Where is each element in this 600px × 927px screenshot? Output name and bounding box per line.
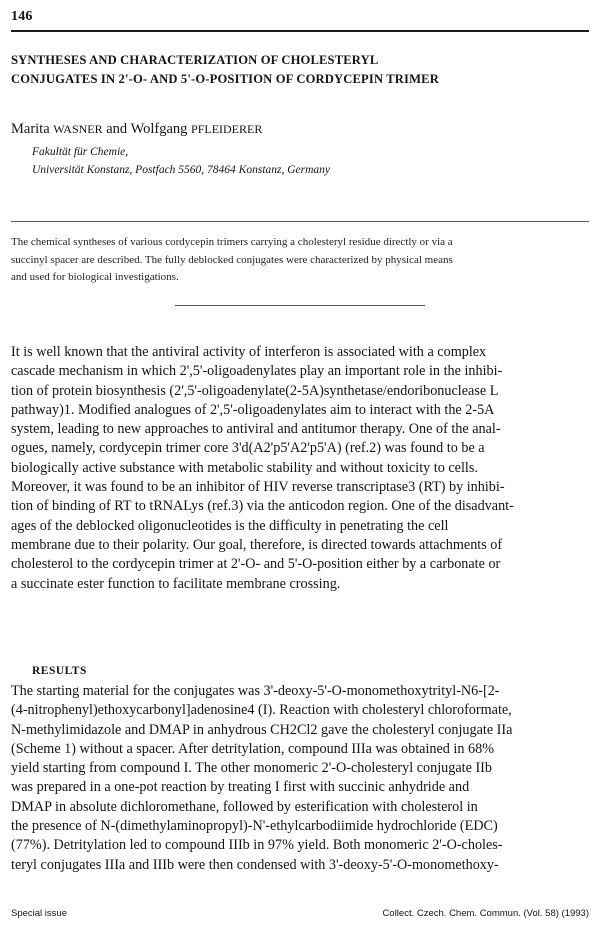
intro-paragraph [11, 343, 589, 594]
body-line: (4-nitrophenyl)ethoxycarbonyl]adenosine4 (I). Reaction with cholesteryl chloroformate, [11, 702, 512, 719]
author-joiner: and [102, 121, 131, 137]
body-line: tion of protein biosynthesis (2',5'-oligoadenylate(2-5A)synthetase/endoribonuclease L [11, 382, 499, 399]
affiliation-line: Universität Konstanz, Postfach 5560, 78464 Konstanz, Germany [32, 163, 331, 176]
abstract-line: and used for biological investigations. [11, 271, 179, 283]
affiliation-line: Fakultät für Chemie, [32, 146, 129, 158]
body-line: biologically active substance with metabolic stability and without toxicity to cells. [11, 459, 478, 476]
body-line: cholesterol to the cordycepin trimer at 2'-O- and 5'-O-position either by a carbonate or [11, 556, 501, 573]
page-number: 146 [11, 9, 33, 24]
body-line: yield starting from compound I. The other monomeric 2'-O-cholesteryl conjugate IIb [11, 760, 492, 777]
header-rule [11, 30, 589, 32]
author-family-name: WASNER [53, 122, 103, 136]
body-line: pathway)1. Modified analogues of 2',5'-oligoadenylates aim to interact with the 2-5A [11, 401, 495, 418]
body-line: N-methylimidazole and DMAP in anhydrous CH2Cl2 gave the cholesteryl conjugate IIa [11, 721, 513, 738]
body-line: ages of the deblocked oligonucleotides is the difficulty in penetrating the cell [11, 517, 449, 534]
footer-right: Collect. Czech. Chem. Commun. (Vol. 58) (1993) [382, 908, 589, 919]
body-line: teryl conjugates IIIa and IIIb were then condensed with 3'-deoxy-5'-O-monomethoxy- [11, 856, 499, 873]
author-family-name: PFLEIDERER [191, 122, 263, 136]
title-line: SYNTHESES AND CHARACTERIZATION OF CHOLESTERYL [11, 53, 379, 67]
title-line: CONJUGATES IN 2'-O- AND 5'-O-POSITION OF CORDYCEPIN TRIMER [11, 72, 439, 86]
body-line: Moreover, it was found to be an inhibitor of HIV reverse transcriptase3 (RT) by inhibi- [11, 479, 505, 496]
body-line: (77%). Detritylation led to compound IIIb in 97% yield. Both monomeric 2'-O-choles- [11, 837, 503, 854]
body-line: was prepared in a one-pot reaction by treating I first with succinic anhydride and [11, 779, 470, 796]
body-line: The starting material for the conjugates was 3'-deoxy-5'-O-monomethoxytrityl-N6-[2- [11, 683, 500, 699]
author-list [11, 121, 262, 138]
body-line: (Scheme 1) without a spacer. After detritylation, compound IIIa was obtained in 68% [11, 740, 495, 757]
abstract [11, 234, 589, 287]
abstract-top-rule [11, 221, 589, 222]
abstract-bottom-rule [175, 305, 425, 306]
body-line: system, leading to new approaches to antiviral and antitumor therapy. One of the anal- [11, 421, 501, 438]
abstract-line: The chemical syntheses of various cordycepin trimers carrying a cholesteryl residue directly or via a [11, 236, 453, 248]
body-line: a succinate ester function to facilitate membrane crossing. [11, 575, 341, 592]
body-line: membrane due to their polarity. Our goal, therefore, is directed towards attachments of [11, 536, 503, 553]
results-paragraph [11, 682, 589, 875]
affiliation [32, 144, 330, 179]
body-line: DMAP in absolute dichloromethane, followed by esterification with cholesterol in [11, 798, 478, 815]
body-line: tion of binding of RT to tRNALys (ref.3) via the anticodon region. One of the disadvant- [11, 498, 514, 515]
author-given-name: Marita [11, 121, 54, 137]
section-heading-results: RESULTS [32, 664, 87, 677]
article-title [11, 51, 591, 89]
body-line: cascade mechanism in which 2',5'-oligoadenylates play an important role in the inhibi- [11, 363, 503, 380]
footer-left: Special issue [11, 908, 67, 919]
body-line: ogues, namely, cordycepin trimer core 3'd(A2'p5'A2'p5'A) (ref.2) was found to be a [11, 440, 485, 457]
body-line: the presence of N-(dimethylaminopropyl)-N'-ethylcarbodiimide hydrochloride (EDC) [11, 818, 498, 835]
abstract-line: succinyl spacer are described. The fully deblocked conjugates were characterized by physical means [11, 253, 453, 266]
author-given-name: Wolfgang [130, 121, 192, 137]
body-line: It is well known that the antiviral activity of interferon is associated with a complex [11, 344, 487, 360]
